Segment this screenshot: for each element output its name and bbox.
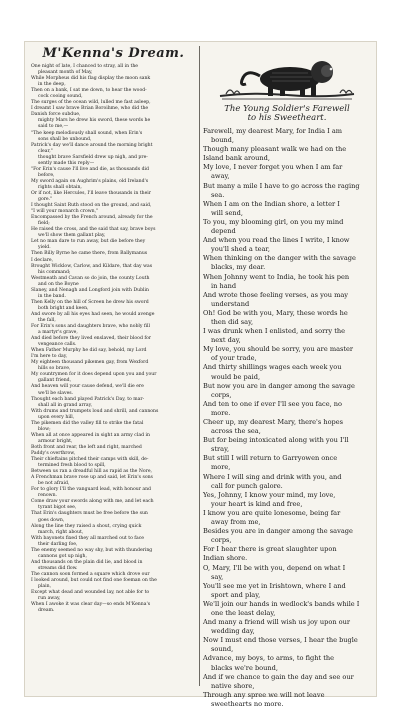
- right-verse-line: But now you are in danger among the savage: [203, 381, 355, 390]
- right-verse-line: stray,: [211, 445, 230, 454]
- left-verse-line: The cannon soon formed a square which drove our: [31, 571, 150, 577]
- left-verse-line: And heaven will your cause defend, we'll die ere: [31, 384, 144, 390]
- left-verse-line: streams did flow.: [38, 565, 78, 571]
- left-verse-line: in the band.: [38, 293, 66, 299]
- left-verse-line: sons shall be unbound,: [38, 136, 92, 142]
- right-verse-line: I know you are quite lonesome, being far: [203, 508, 341, 517]
- right-verse-line: away from me,: [211, 518, 261, 527]
- right-verse-line: When I am on the Indian shore, a letter I: [203, 199, 340, 208]
- right-verse-line: blacks we're bound,: [211, 663, 278, 672]
- left-verse-line: Slaney, and Nenagh and Longford join with Dublin: [31, 287, 149, 293]
- right-verse-line: more.: [211, 408, 231, 417]
- left-verse-line: Let no man dare to run away, but die before they: [31, 239, 146, 245]
- right-verse-line: call for punch galore.: [211, 481, 283, 490]
- right-verse-line: understand: [211, 299, 250, 308]
- left-verse-line: One night of late, I chanced to stray, all in the: [31, 64, 139, 69]
- left-verse-line: yield.: [38, 245, 51, 251]
- left-verse-line: For Erin's sons and daughters brave, who nobly fill: [31, 324, 150, 330]
- right-verse-line: depend: [211, 227, 236, 236]
- left-verse-line: Patrick's day we'll dance around the morning bright: [31, 142, 153, 148]
- left-verse-line: I'm here to day,: [31, 354, 68, 360]
- left-verse-line: The surges of the ocean wild, lulled me fast asleep,: [31, 100, 151, 106]
- left-verse-line: I declare,: [31, 257, 54, 263]
- left-verse-line: Westmeath and Cavan so do join, the county Louth: [31, 275, 150, 281]
- left-verse-line: plain,: [38, 584, 52, 590]
- right-verse-line: And if we chance to gain the day and see our: [203, 672, 354, 681]
- right-verse-line: corps,: [211, 390, 232, 399]
- right-verse-line: your heart is kind and free,: [211, 499, 303, 508]
- left-verse-line: goes down,: [38, 517, 65, 523]
- right-verse-line: say,: [211, 572, 224, 581]
- right-verse-line: You'll see me yet in Irishtown, where I and: [203, 581, 346, 590]
- right-verse-line: Through any spree we will not leave: [203, 690, 325, 699]
- left-verse-line: "For Erin's cause I'll live and die, as thousands did: [31, 166, 149, 172]
- left-verse-line: "I will your monarch crown,": [31, 209, 99, 215]
- left-verse-line: shall all in grand array,: [38, 402, 93, 408]
- left-verse-line: Encompassed by the French around, already for the: [31, 215, 153, 221]
- left-verse-line: the fall,: [38, 317, 56, 323]
- right-verse-line: My love, you should be sorry, you are master: [203, 345, 354, 354]
- left-verse-line: and on the Boyne: [38, 281, 79, 287]
- right-verse-line: And thirty shillings wages each week you: [203, 363, 342, 372]
- left-verse-line: I thought Saint Ruth stood on the ground, and said,: [31, 203, 152, 209]
- left-verse-line: run away,: [38, 596, 61, 602]
- right-verse-line: My love, I never forget you when I am far: [203, 163, 343, 172]
- right-verse-line: sound,: [211, 645, 234, 654]
- right-verse-line: Oh! God be with you, Mary, these words he: [203, 308, 348, 317]
- left-verse-line: Paddy's overthrow,: [31, 451, 76, 456]
- left-verse-line: When I awoke it was clear day—so ends M'Kenna's: [31, 602, 151, 608]
- left-verse-line: He raised the cross, and the said that say, brave boys: [31, 227, 156, 233]
- right-verse-line: blacks, my dear.: [211, 263, 266, 272]
- left-verse-line: When Father Murphy he did say, behold, my Lord: [31, 348, 147, 354]
- right-verse-line: Island bank around,: [203, 154, 270, 163]
- left-verse-line: rights shall obtain,: [38, 184, 82, 190]
- left-verse-line: gore.": [38, 197, 53, 203]
- left-verse-line: Both front and rear, the left and right, marched: [31, 444, 142, 450]
- right-verse-line: For I hear there is great slaughter upon: [203, 545, 337, 554]
- right-verse-line: But for being intoxicated along with you I'll: [203, 436, 349, 445]
- left-verse-line: My sword again on Aughrim's plains, old Ireland's: [31, 178, 149, 184]
- right-verse-line: And many a friend will wish us joy upon our: [203, 618, 351, 627]
- right-verse-line: Now I must end those verses, I hear the bugle: [203, 636, 358, 645]
- left-verse-line: With drums and trumpets loud and shrill, and cannons: [31, 408, 159, 414]
- column-divider: [199, 46, 200, 686]
- left-verse-line: A Frenchman brave rose up and said, let Erin's sons: [31, 475, 153, 481]
- right-verse-line: When Johnny went to India, he took his pen: [203, 272, 350, 281]
- left-verse-line: Danish force subdue,: [31, 112, 81, 118]
- right-verse-line: you'll shed a tear,: [211, 245, 270, 254]
- left-verse-line: That Erin's daughters must be free before the sun: [31, 511, 148, 517]
- left-verse-line: And swore by all his eyes had seen, he would avenge: [31, 311, 155, 317]
- left-verse-line: hills so brave,: [38, 366, 71, 372]
- right-title-line-2: to his Sweetheart.: [247, 113, 327, 123]
- right-column: [203, 42, 371, 708]
- left-verse-line: cock cooing sound,: [38, 94, 83, 100]
- broadside-sheet: [25, 42, 376, 708]
- left-verse-line: renown.: [38, 493, 57, 499]
- left-verse-line: And died before they lived enslaved, their blood for: [31, 336, 152, 342]
- right-verse-line: of your trade,: [211, 354, 257, 363]
- left-verse-line: Thought each band played Patrick's Day, to mar-: [31, 396, 145, 402]
- right-verse-line: next day,: [211, 336, 241, 345]
- right-verse-line: corps,: [211, 536, 232, 545]
- right-verse-line: wedding day,: [211, 627, 255, 636]
- right-verse-line: Yes, Johnny, I know your mind, my love,: [203, 490, 336, 499]
- right-verse-line: will send,: [211, 208, 243, 217]
- ballad-title-mkennas-dream: M'Kenna's Dream.: [42, 46, 185, 61]
- right-verse-line: sea.: [211, 190, 225, 199]
- left-verse-line: Then Kelly on the hill of Screen he drew his sword: [31, 299, 149, 305]
- left-verse-line: both bright and keen,: [38, 305, 89, 311]
- left-verse-line: we'll be slaves.: [38, 390, 74, 396]
- left-verse-line: march, right about,: [38, 529, 84, 535]
- left-verse-line: mighty Mars he drew his sword, these words he: [38, 118, 151, 124]
- left-verse-block: [31, 64, 196, 614]
- left-verse-line: Between us ran a dreadful hill as rapid as the Nore,: [31, 469, 153, 475]
- soldier-lion-woodcut-icon: [212, 46, 362, 102]
- right-verse-line: To you, my blooming girl, on you my mind: [203, 217, 344, 226]
- left-verse-line: cannons got up nigh,: [38, 553, 87, 559]
- left-verse-line: said to me,—: [38, 124, 69, 130]
- left-verse-line: The enemy seemed no way shy, but with thundering: [31, 547, 153, 553]
- left-verse-line: Their chieftains pitched their camps with skill, de-: [31, 457, 149, 463]
- left-verse-line: Then Billy Byrne he came there, from Ballymanus: [31, 251, 148, 257]
- left-verse-line: My countrymen for it does depend upon you and your: [31, 372, 157, 378]
- right-verse-line: Besides you are in danger among the savage: [203, 527, 353, 536]
- left-verse-line: For to glory I'll the vanguard lead, with honour and: [31, 487, 151, 493]
- left-verse-line: And thousands on the plain did lie, and blood in: [31, 559, 143, 565]
- left-verse-line: clear,": [38, 148, 53, 154]
- right-verse-line: away,: [211, 172, 230, 181]
- left-verse-line: While Morpheus did his flag display the moon sank: [31, 76, 151, 82]
- left-verse-line: be not afraid,: [38, 481, 70, 487]
- right-verse-line: native shore,: [211, 681, 255, 690]
- left-verse-line: in the deep,: [38, 82, 66, 88]
- left-verse-line: Brought Wicklow, Carlow, and Kildare, that day was: [31, 263, 153, 269]
- left-verse-line: I looked around, but could not find one foeman on the: [31, 577, 157, 583]
- right-verse-line: I was drunk when I enlisted, and sorry the: [203, 327, 346, 336]
- left-verse-line: armour bright,: [38, 438, 73, 444]
- right-verse-line: When thinking on the danger with the savage: [203, 254, 356, 263]
- right-verse-line: We'll join our hands in wedlock's bands while I: [203, 599, 360, 608]
- right-verse-line: across the sea,: [211, 427, 261, 436]
- left-verse-line: Come draw your swords along with me, and let each: [31, 499, 154, 505]
- ballad-title-soldiers-farewell: [203, 105, 371, 123]
- right-verse-line: would be paid,: [211, 372, 261, 381]
- right-verse-line: in hand: [211, 281, 237, 290]
- left-verse-line: vengeance calls.: [38, 342, 77, 348]
- left-verse-line: a martyr's grave,: [38, 330, 78, 336]
- left-verse-line: The pikemen did the valley fill to strike the fatal: [31, 420, 144, 426]
- right-verse-line: Cheer up, my dearest Mary, there's hopes: [203, 418, 344, 426]
- left-verse-line: Or if not, like Hercules, I'll leave thousands in their: [31, 190, 151, 196]
- right-verse-line: Advance, my boys, to arms, to fight the: [203, 654, 334, 663]
- right-verse-line: then did say,: [211, 317, 254, 326]
- right-verse-line: sweethearts no more.: [211, 699, 284, 708]
- left-verse-line: field;: [38, 221, 50, 227]
- left-verse-line: upon every hill,: [38, 414, 75, 420]
- left-verse-line: With bayonets fixed they all marched out to face: [31, 535, 145, 541]
- right-verse-line: Indian shore.: [203, 554, 248, 563]
- left-column: [31, 42, 196, 692]
- left-verse-line: before,: [38, 172, 55, 178]
- left-verse-line: tyrant bigot see,: [38, 505, 77, 511]
- right-verse-line: Where I will sing and drink with you, and: [203, 472, 342, 481]
- right-verse-line: O, Mary, I'll be with you, depend on what I: [203, 563, 346, 572]
- right-verse-block: [203, 127, 371, 709]
- left-verse-line: their darling foe,: [38, 541, 78, 547]
- left-verse-line: "The keep melodiously shall sound, when Erin's: [31, 130, 143, 136]
- right-verse-line: more,: [211, 463, 231, 472]
- right-verse-line: But many a mile I have to go across the raging: [203, 181, 360, 190]
- right-verse-line: Though many pleasant walk we had on the: [203, 145, 347, 154]
- left-verse-line: sently made this reply—: [38, 160, 95, 166]
- left-verse-line: Except what dead and wounded lay, not able for to: [31, 590, 150, 596]
- left-verse-line: When all at once appeared in sight an army clad in: [31, 432, 150, 438]
- left-verse-line: Then on a bank, I sat me down, to hear the wood-: [31, 88, 147, 94]
- right-verse-line: But still I will return to Garryowen once: [203, 454, 338, 463]
- left-verse-line: My eighteen thousand pikemen gay, from Wexford: [31, 360, 149, 366]
- left-verse-line: I dreamt I saw brave Brian Boroihme, who did the: [31, 106, 149, 112]
- right-verse-line: one the least delay,: [211, 608, 276, 617]
- left-verse-line: termined fresh blood to spill,: [38, 463, 106, 469]
- right-verse-line: And when you read the lines I write, I know: [203, 236, 350, 245]
- right-title-line-1: The Young Soldier's Farewell: [224, 104, 350, 114]
- right-verse-line: And wrote those feeling verses, as you may: [203, 290, 349, 299]
- left-verse-line: Along the line they raised a shout, crying quick: [31, 523, 142, 529]
- left-verse-line: pleasant month of May,: [38, 70, 93, 76]
- right-verse-line: Farewell, my dearest Mary, for India I am: [203, 127, 343, 135]
- left-verse-line: blow;: [38, 426, 51, 432]
- right-verse-line: sport and play,: [211, 590, 261, 599]
- right-verse-line: And ten to one if ever I'll see you face, no: [203, 399, 342, 408]
- left-verse-line: we'll show them gallant play,: [38, 233, 106, 239]
- left-verse-line: thought brave Sarsfield drew up nigh, and pre-: [38, 154, 148, 160]
- left-verse-line: gallant friend,: [38, 378, 72, 384]
- left-verse-line: his command;: [38, 269, 71, 275]
- left-verse-line: dream.: [38, 608, 55, 614]
- right-verse-line: bound,: [211, 136, 235, 145]
